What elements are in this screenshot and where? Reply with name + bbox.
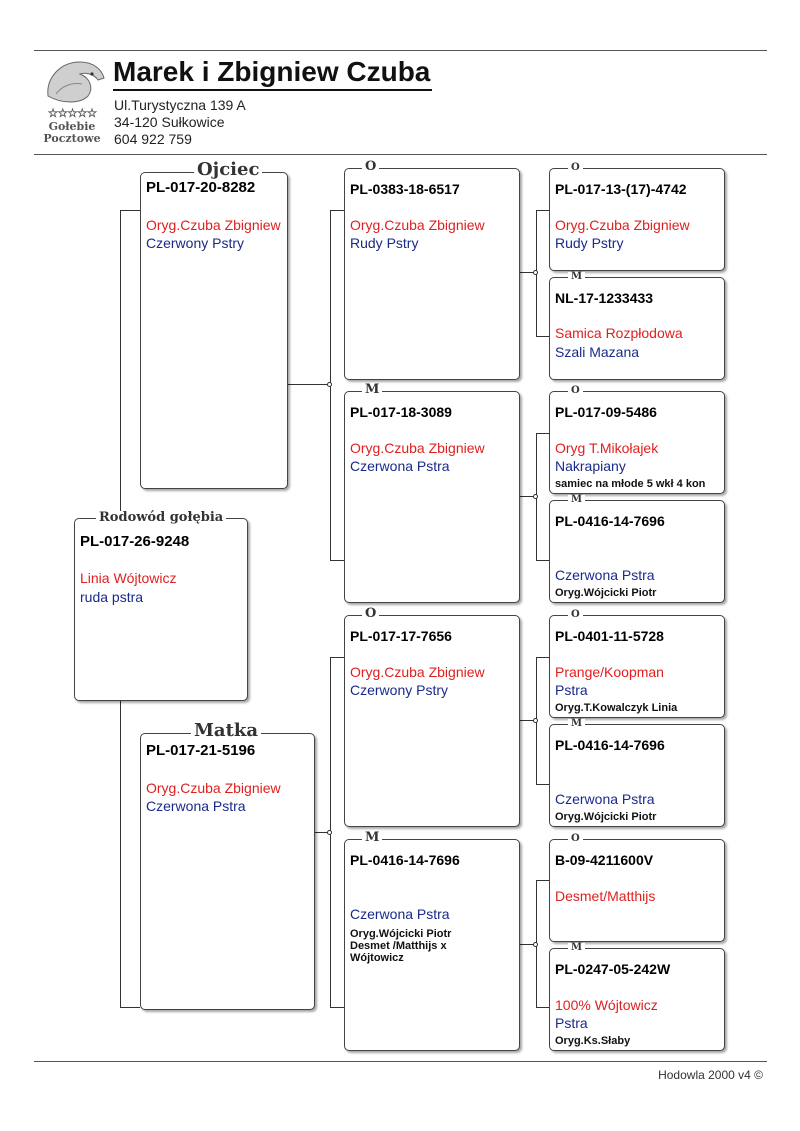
pigeon-card-fm[interactable] (344, 391, 520, 603)
logo-stars: ☆☆☆☆☆ (47, 106, 97, 120)
connector-line (120, 210, 121, 520)
sex-label-o: O (568, 163, 583, 173)
ring-number: PL-0416-14-7696 (350, 852, 460, 868)
sex-label-m: M (568, 272, 585, 282)
footer-rule (34, 1061, 767, 1062)
pigeon-card-mfm[interactable] (549, 724, 725, 827)
pigeon-line: Oryg.Czuba Zbigniew (350, 664, 485, 680)
address-line2: 34-120 Sułkowice (114, 114, 225, 130)
pigeon-color: Szali Mazana (555, 344, 640, 360)
pigeon-color: ruda pstra (80, 589, 144, 605)
ring-number: PL-017-13-(17)-4742 (555, 181, 687, 197)
pigeon-line: Desmet/Matthijs (555, 888, 656, 904)
pigeon-line: Oryg T.Mikołajek (555, 440, 659, 456)
connector-dot (533, 270, 538, 275)
phone-number: 604 922 759 (114, 131, 192, 147)
connector-line (287, 384, 330, 385)
pigeon-note: Oryg.Wójcicki Piotr (555, 811, 657, 823)
connector-line (120, 210, 140, 211)
logo-text-line2: Pocztowe (43, 132, 101, 145)
main-bird-label: Rodowód gołębia (96, 511, 226, 524)
connector-dot (327, 830, 332, 835)
ring-number: NL-17-1233433 (555, 290, 654, 306)
pigeon-note: Desmet /Matthijs x (350, 940, 447, 952)
connector-dot (533, 494, 538, 499)
sex-label-o: O (568, 834, 583, 844)
sex-label-o: O (568, 610, 583, 620)
pigeon-card-mmm[interactable] (549, 948, 725, 1051)
sex-label-m: M (568, 495, 585, 505)
ring-number: PL-0416-14-7696 (555, 737, 665, 753)
pigeon-line: Oryg.Czuba Zbigniew (350, 440, 485, 456)
pigeon-line: Oryg.Czuba Zbigniew (146, 780, 281, 796)
breeder-name-title: Marek i Zbigniew Czuba (113, 55, 432, 91)
pigeon-color: Rudy Pstry (555, 235, 624, 251)
ring-number: PL-0247-05-242W (555, 961, 671, 977)
pigeon-color: Czerwony Pstry (350, 682, 449, 698)
sex-label-m: M (362, 831, 382, 844)
sex-label-m: M (568, 719, 585, 729)
connector-dot (533, 718, 538, 723)
pigeon-note: Oryg.Ks.Słaby (555, 1035, 631, 1047)
pigeon-line: Oryg.Czuba Zbigniew (350, 217, 485, 233)
ring-number: PL-017-17-7656 (350, 628, 452, 644)
pigeon-card-mm[interactable] (344, 839, 520, 1051)
ring-number: PL-017-21-5196 (146, 742, 256, 759)
connector-line (536, 657, 549, 658)
connector-line (536, 210, 549, 211)
connector-line (120, 1007, 140, 1008)
pigeon-card-fmf[interactable] (549, 391, 725, 494)
pigeon-card-fff[interactable] (549, 168, 725, 271)
pigeon-card-ffm[interactable] (549, 277, 725, 380)
ring-number: PL-017-18-3089 (350, 404, 452, 420)
connector-line (330, 210, 344, 211)
connector-line (536, 784, 549, 785)
connector-line (536, 336, 549, 337)
pigeon-color: Nakrapiany (555, 458, 626, 474)
connector-line (536, 880, 549, 881)
pigeon-color: Czerwona Pstra (555, 567, 655, 583)
connector-line (330, 560, 344, 561)
pigeon-note: Oryg.Wójcicki Piotr (350, 928, 452, 940)
connector-line (536, 560, 549, 561)
connector-line (536, 1007, 549, 1008)
pigeon-card-main[interactable] (74, 518, 248, 701)
ring-number: PL-0416-14-7696 (555, 513, 665, 529)
pigeon-line: Samica Rozpłodowa (555, 325, 683, 341)
pigeon-card-mff[interactable] (549, 615, 725, 718)
ring-number: B-09-4211600V (555, 852, 654, 868)
sex-label-m: M (568, 943, 585, 953)
ring-number: PL-017-26-9248 (80, 533, 190, 550)
ring-number: PL-017-20-8282 (146, 179, 256, 196)
pigeon-note: Oryg.Wójcicki Piotr (555, 587, 657, 599)
pigeon-color: Pstra (555, 1015, 588, 1031)
footer-credit: Hodowla 2000 v4 © (658, 1068, 763, 1082)
pigeon-color: Czerwona Pstra (350, 906, 450, 922)
logo-text-line1: Gołebie (48, 120, 96, 133)
pigeon-line: Linia Wójtowicz (80, 570, 177, 586)
father-label: Ojciec (194, 161, 262, 179)
pigeon-note: Oryg.T.Kowalczyk Linia (555, 702, 678, 714)
pigeon-color: Czerwona Pstra (350, 458, 450, 474)
sex-label-o: O (362, 160, 379, 173)
sex-label-o: O (362, 607, 379, 620)
pigeon-note: samiec na młode 5 wkł 4 kon (555, 478, 706, 490)
address-line1: Ul.Turystyczna 139 A (114, 97, 246, 113)
header-top-rule (34, 50, 767, 51)
pigeon-line: Oryg.Czuba Zbigniew (555, 217, 690, 233)
pigeon-card-fmm[interactable] (549, 500, 725, 603)
pigeon-card-mother[interactable] (140, 733, 315, 1010)
connector-dot (327, 382, 332, 387)
connector-line (330, 657, 344, 658)
pigeon-line: Prange/Koopman (555, 664, 664, 680)
connector-line (536, 433, 549, 434)
pigeon-color: Czerwona Pstra (146, 798, 246, 814)
connector-dot (533, 942, 538, 947)
pigeon-line: 100% Wójtowicz (555, 997, 658, 1013)
pigeon-color: Pstra (555, 682, 588, 698)
pigeon-card-mf[interactable] (344, 615, 520, 827)
pigeon-color: Czerwony Pstry (146, 235, 245, 251)
ring-number: PL-0383-18-6517 (350, 181, 460, 197)
sex-label-m: M (362, 383, 382, 396)
connector-line (120, 700, 121, 1008)
connector-line (330, 1007, 344, 1008)
pigeon-line: Oryg.Czuba Zbigniew (146, 217, 281, 233)
mother-label: Matka (191, 722, 261, 740)
ring-number: PL-0401-11-5728 (555, 628, 664, 644)
pigeon-card-mmf[interactable] (549, 839, 725, 942)
pigeon-card-ff[interactable] (344, 168, 520, 380)
pigeon-card-father[interactable] (140, 172, 288, 489)
ring-number: PL-017-09-5486 (555, 404, 657, 420)
pigeon-note: Wójtowicz (350, 952, 404, 964)
sex-label-o: O (568, 386, 583, 396)
pigeon-color: Czerwona Pstra (555, 791, 655, 807)
pigeon-color: Rudy Pstry (350, 235, 419, 251)
header-bottom-rule (34, 154, 767, 155)
